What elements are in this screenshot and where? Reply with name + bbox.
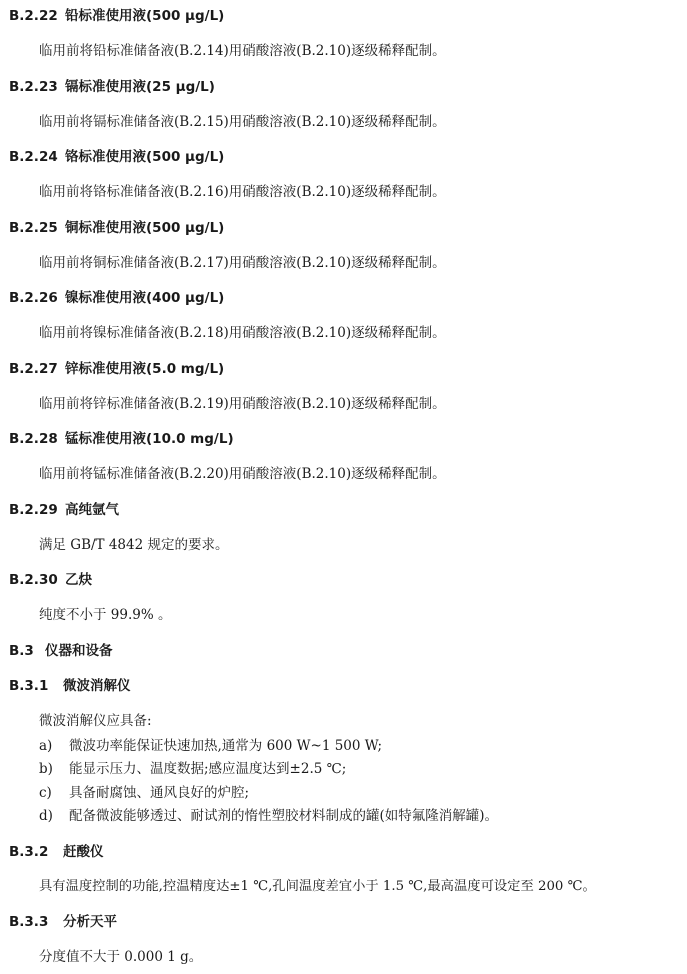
- section-heading: [9, 571, 92, 589]
- section-body: 临用前将铜标准储备液(B.2.17)用硝酸溶液(B.2.10)逐级稀释配制。: [39, 255, 446, 271]
- chapter-number: B.3: [9, 643, 34, 659]
- list-item-text: 具备耐腐蚀、通风良好的炉腔;: [69, 785, 250, 801]
- section-title: 高纯氩气: [65, 502, 119, 518]
- list-item: [39, 737, 382, 755]
- section-body: 分度值不大于 0.000 1 g。: [39, 949, 203, 965]
- section-body: 临用前将铅标准储备液(B.2.14)用硝酸溶液(B.2.10)逐级稀释配制。: [39, 43, 446, 59]
- section-title: 锰标准使用液(10.0 mg/L): [65, 431, 234, 447]
- section-body: 临用前将镍标准储备液(B.2.18)用硝酸溶液(B.2.10)逐级稀释配制。: [39, 325, 446, 341]
- section-heading: [9, 78, 215, 96]
- section-heading: [9, 843, 104, 861]
- section-heading: [9, 501, 119, 519]
- list-item: [39, 807, 498, 825]
- section-heading: [9, 7, 224, 25]
- list-marker: c): [39, 785, 52, 801]
- section-number: B.3.3: [9, 914, 49, 930]
- section-number: B.2.23: [9, 79, 58, 95]
- section-number: B.2.28: [9, 431, 58, 447]
- list-marker: b): [39, 761, 53, 777]
- section-body: 临用前将锌标准储备液(B.2.19)用硝酸溶液(B.2.10)逐级稀释配制。: [39, 396, 446, 412]
- section-number: B.3.2: [9, 844, 49, 860]
- section-title: 锌标准使用液(5.0 mg/L): [65, 361, 225, 377]
- section-number: B.2.30: [9, 572, 58, 588]
- chapter-heading: [9, 642, 113, 660]
- section-body: 临用前将锰标准储备液(B.2.20)用硝酸溶液(B.2.10)逐级稀释配制。: [39, 466, 446, 482]
- section-heading: [9, 913, 117, 931]
- section-number: B.2.25: [9, 220, 58, 236]
- section-number: B.2.26: [9, 290, 58, 306]
- list-marker: a): [39, 738, 53, 754]
- section-title: 铬标准使用液(500 μg/L): [65, 149, 225, 165]
- list-marker: d): [39, 808, 53, 824]
- section-heading: [9, 430, 234, 448]
- list-item-text: 配备微波能够透过、耐试剂的惰性塑胶材料制成的罐(如特氟隆消解罐)。: [69, 808, 499, 824]
- section-title: 铅标准使用液(500 μg/L): [65, 8, 225, 24]
- section-number: B.2.27: [9, 361, 58, 377]
- section-number: B.2.29: [9, 502, 58, 518]
- section-title: 镉标准使用液(25 μg/L): [65, 79, 215, 95]
- section-number: B.2.24: [9, 149, 58, 165]
- section-title: 乙炔: [65, 572, 92, 588]
- section-body: 临用前将铬标准储备液(B.2.16)用硝酸溶液(B.2.10)逐级稀释配制。: [39, 184, 446, 200]
- section-intro: 微波消解仪应具备:: [39, 713, 152, 729]
- section-title: 分析天平: [63, 914, 117, 930]
- section-heading: [9, 148, 224, 166]
- section-title: 铜标准使用液(500 μg/L): [65, 220, 225, 236]
- section-body: 纯度不小于 99.9% 。: [39, 607, 172, 623]
- section-title: 微波消解仪: [63, 678, 131, 694]
- list-item: [39, 760, 346, 778]
- list-item-text: 微波功率能保证快速加热,通常为 600 W~1 500 W;: [69, 738, 383, 754]
- section-heading: [9, 289, 224, 307]
- list-item-text: 能显示压力、温度数据;感应温度达到±2.5 ℃;: [69, 761, 347, 777]
- section-body: 临用前将镉标准储备液(B.2.15)用硝酸溶液(B.2.10)逐级稀释配制。: [39, 114, 446, 130]
- section-heading: [9, 219, 224, 237]
- list-item: [39, 784, 249, 802]
- chapter-title: 仪器和设备: [45, 643, 113, 659]
- section-body: 具有温度控制的功能,控温精度达±1 ℃,孔间温度差宜小于 1.5 ℃,最高温度可设定至 200 ℃。: [39, 879, 596, 894]
- section-title: 赶酸仪: [63, 844, 104, 860]
- section-number: B.3.1: [9, 678, 49, 694]
- section-heading: [9, 677, 131, 695]
- section-title: 镍标准使用液(400 μg/L): [65, 290, 225, 306]
- section-heading: [9, 360, 224, 378]
- section-number: B.2.22: [9, 8, 58, 24]
- section-body: 满足 GB/T 4842 规定的要求。: [39, 537, 229, 553]
